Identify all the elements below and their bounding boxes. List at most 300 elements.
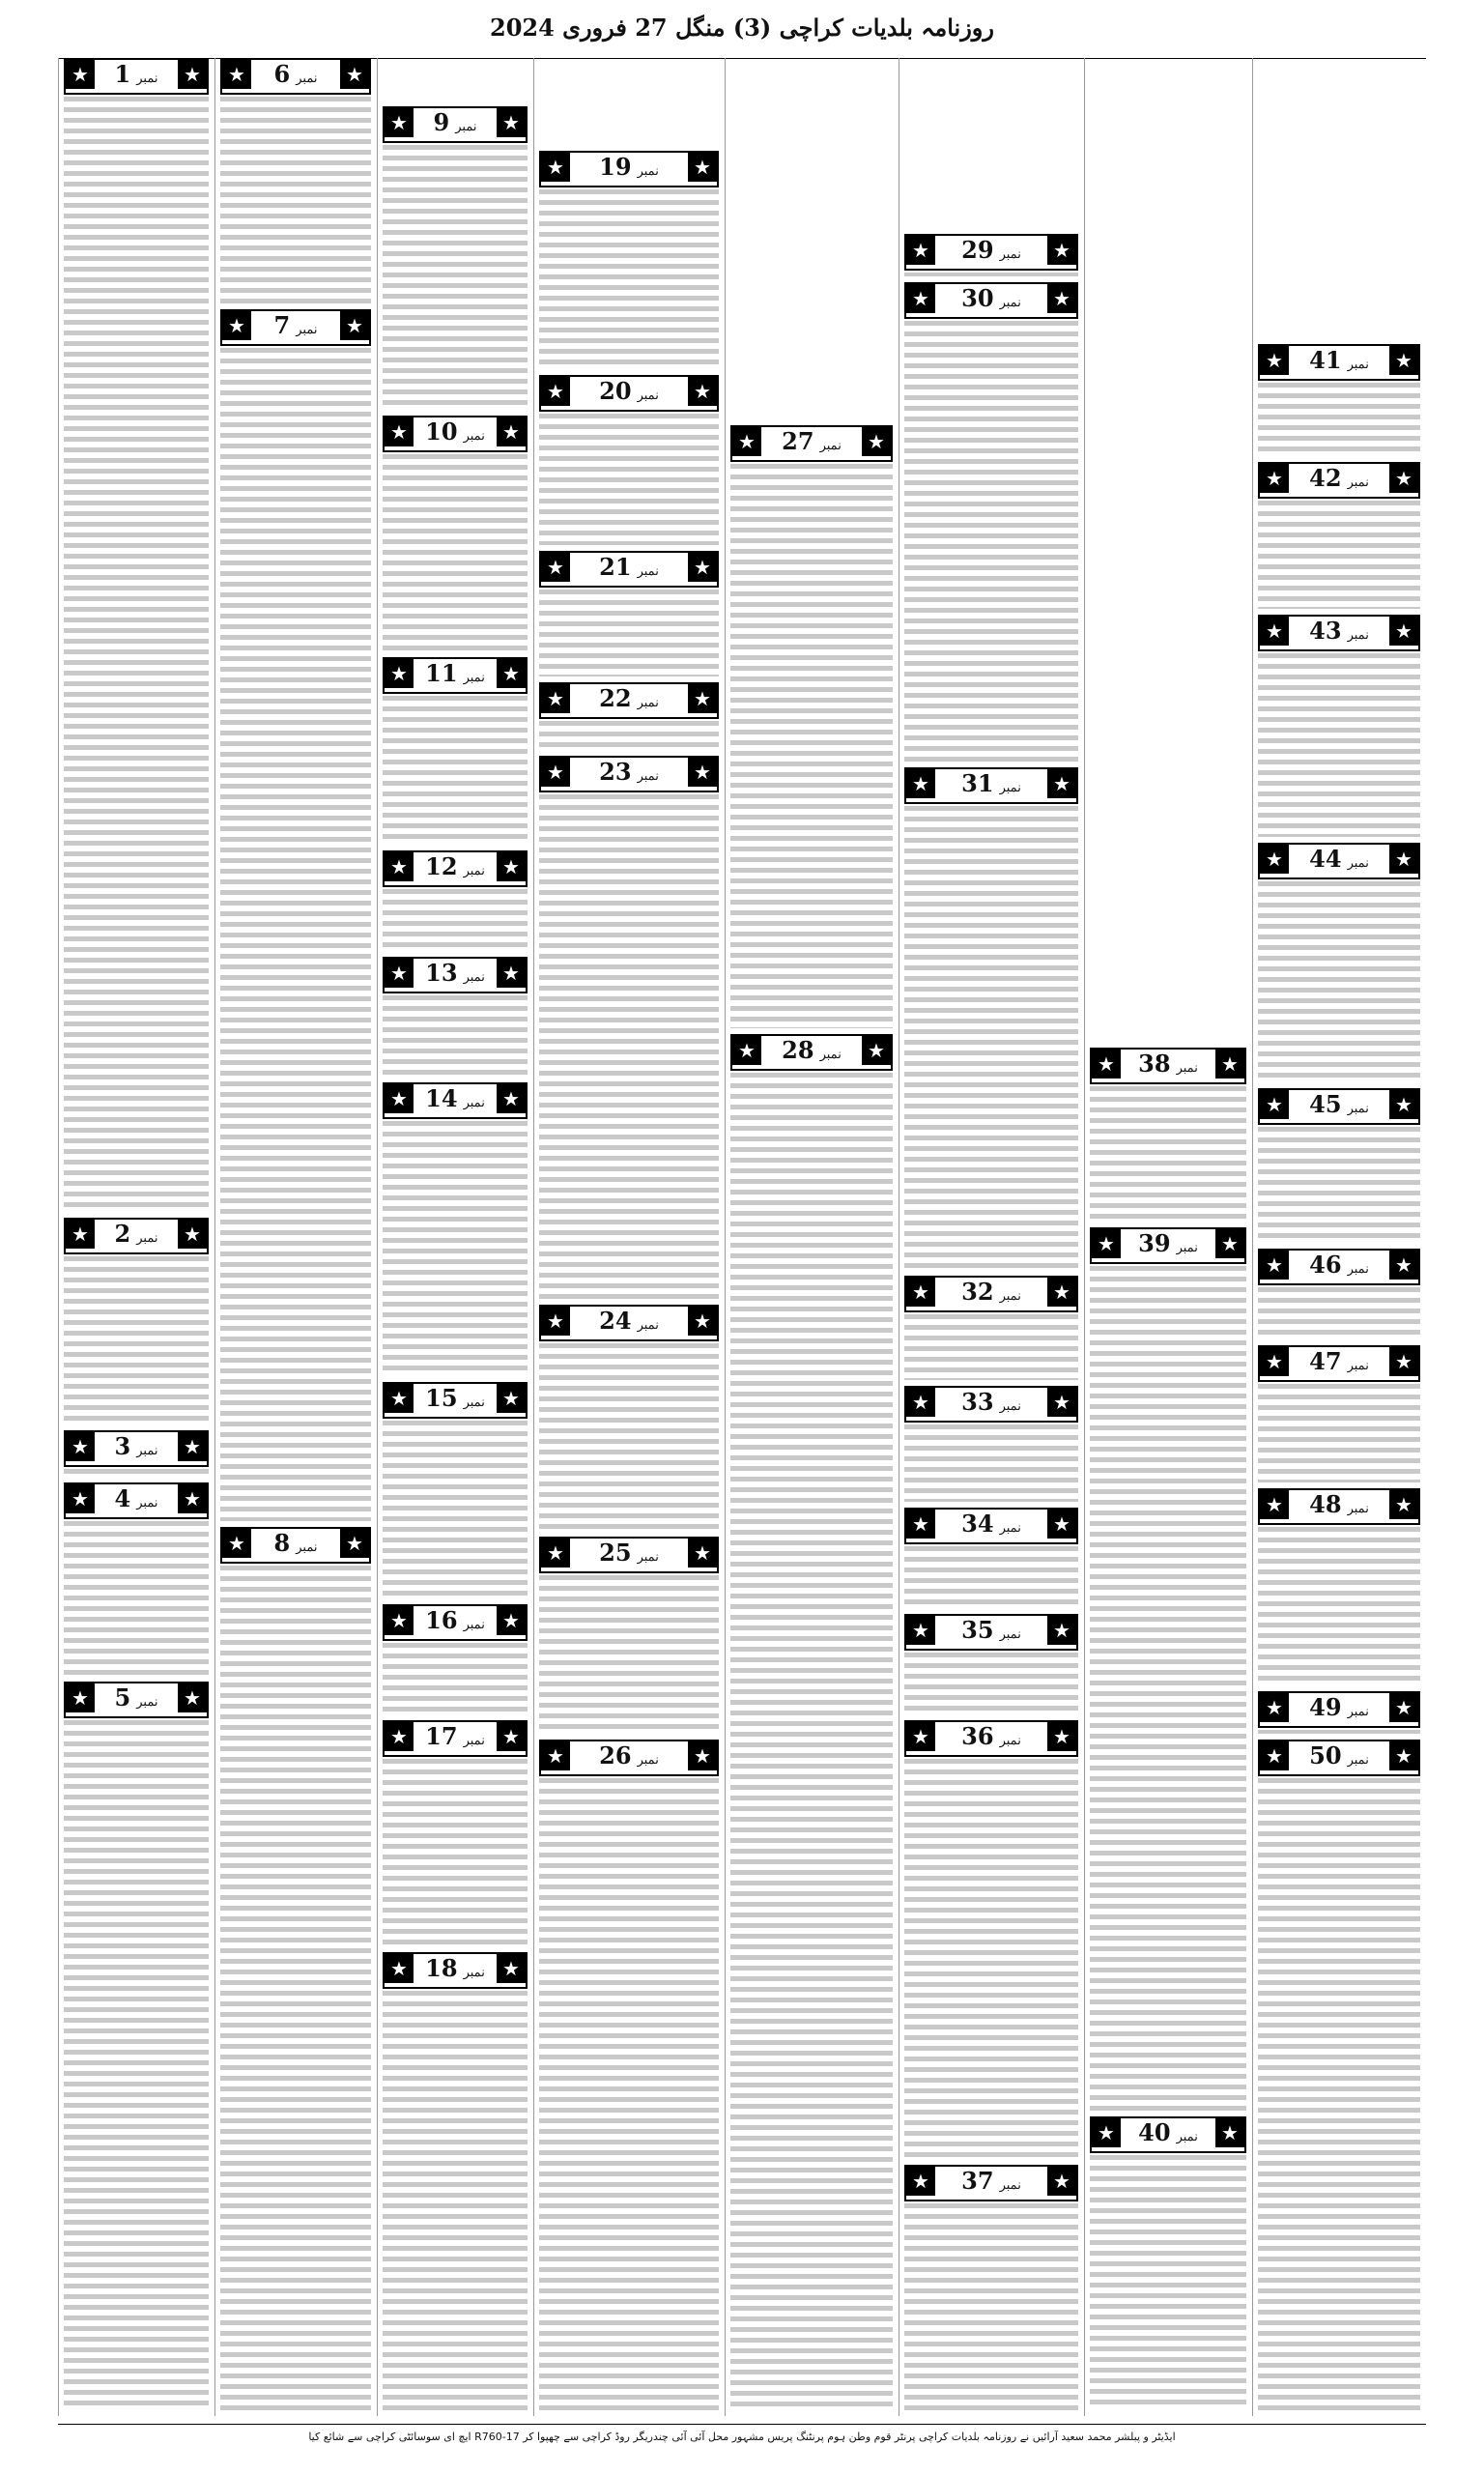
section-label [1123,1229,1213,1258]
news-section [539,551,719,678]
section-heading-box [383,1952,528,1989]
star-icon: ★ [732,427,761,456]
section-heading-box [904,282,1078,319]
article-text-block [1258,1287,1420,1339]
article-text-block [904,1424,1078,1502]
section-label [1291,464,1387,493]
news-section [383,1720,528,1948]
section-heading-box [1258,1345,1420,1382]
news-section [1258,843,1420,1084]
section-number: 37 [961,2167,994,2195]
news-section [539,151,719,371]
article-text-block [1090,1266,1246,2111]
section-heading-box [64,58,209,95]
article-text-block [1258,881,1420,1082]
news-section [1258,1691,1420,1736]
section-word: نمبر [463,864,485,878]
star-icon: ★ [1260,1741,1289,1770]
section-word: نمبر [463,1618,485,1632]
star-icon: ★ [1047,1722,1076,1751]
article-text-block [383,1121,528,1376]
section-word: نمبر [296,323,318,337]
news-section [904,1720,1078,2161]
section-word: نمبر [637,564,659,579]
section-label [415,659,495,688]
article-text-block [64,1720,209,2410]
star-icon: ★ [1047,236,1076,265]
section-word: نمبر [999,1399,1021,1414]
section-heading-box [1090,1048,1246,1084]
masthead [58,14,1426,52]
star-icon: ★ [1260,346,1289,375]
news-section [904,1386,1078,1504]
star-icon: ★ [66,60,95,89]
star-icon: ★ [385,959,414,988]
news-section [64,1682,209,2412]
section-word: نمبر [819,439,842,453]
news-section [904,234,1078,278]
section-word: نمبر [463,671,485,685]
article-text-block [383,454,528,651]
article-text-block [904,321,1078,762]
section-heading-box [383,416,528,452]
article-text-block [539,721,719,750]
section-label [253,1529,338,1558]
article-text-block [220,348,371,1521]
star-icon: ★ [497,659,526,688]
section-label [937,769,1045,798]
section-heading-box [539,1537,719,1573]
star-icon: ★ [862,1036,891,1065]
section-label [937,1278,1045,1307]
section-number: 12 [425,852,458,880]
section-number: 50 [1309,1741,1342,1769]
article-text-block [539,590,719,676]
section-label [415,417,495,446]
star-icon: ★ [1047,284,1076,313]
article-text-block [1258,1527,1420,1685]
section-label [97,1432,176,1461]
star-icon: ★ [906,1278,935,1307]
news-section [904,282,1078,763]
section-heading-box [1090,1227,1246,1264]
section-heading-box [383,957,528,993]
section-word: نمبر [637,388,659,403]
star-icon: ★ [1047,1616,1076,1645]
section-word: نمبر [637,1753,659,1768]
star-icon: ★ [385,852,414,881]
section-word: نمبر [999,1627,1021,1642]
article-text-block [220,97,371,303]
section-number: 43 [1309,617,1342,645]
section-label [253,311,338,340]
section-label [572,553,686,582]
section-heading-box [1258,843,1420,879]
section-heading-box [220,309,371,346]
star-icon: ★ [497,1606,526,1635]
section-label [572,153,686,182]
section-number: 29 [961,236,994,264]
star-icon: ★ [1260,1090,1289,1119]
article-text-block [904,2203,1078,2410]
section-number: 5 [114,1683,131,1712]
section-word: نمبر [296,72,318,86]
section-label [1291,617,1387,646]
star-icon: ★ [385,1722,414,1751]
star-icon: ★ [385,659,414,688]
star-icon: ★ [1215,2118,1244,2147]
news-section [1258,344,1420,458]
star-icon: ★ [906,2167,935,2196]
star-icon: ★ [178,1432,207,1461]
star-icon: ★ [541,553,570,582]
section-word: نمبر [463,970,485,985]
news-column [1252,58,1426,2416]
section-label [415,1606,495,1635]
section-label [572,684,686,713]
section-label [937,236,1045,265]
article-text-block [1258,1127,1420,1243]
section-number: 4 [114,1484,131,1512]
article-text-block [64,1469,209,1477]
section-label [415,1954,495,1983]
news-section [64,58,209,1214]
news-section [1258,615,1420,839]
section-number: 16 [425,1606,458,1634]
section-number: 26 [599,1741,632,1769]
news-section [1258,462,1420,611]
section-heading-box [64,1430,209,1467]
star-icon: ★ [497,852,526,881]
article-text-block [904,1759,1078,2159]
news-section [383,416,528,653]
star-icon: ★ [66,1683,95,1712]
article-text-block [904,1314,1078,1380]
section-word: نمبر [136,1496,158,1510]
star-icon: ★ [1260,1490,1289,1519]
section-label [1291,1490,1387,1519]
section-word: نمبر [1347,1102,1369,1116]
section-word: نمبر [1347,1705,1369,1719]
star-icon: ★ [385,1954,414,1983]
star-icon: ★ [340,1529,369,1558]
news-section [539,1537,719,1736]
section-number: 9 [433,108,450,136]
section-heading-box [383,106,528,143]
star-icon: ★ [385,1606,414,1635]
section-word: نمبر [637,696,659,710]
section-heading-box [1090,2116,1246,2153]
section-heading-box [64,1218,209,1254]
article-text-block [904,273,1078,276]
star-icon: ★ [541,1741,570,1770]
section-word: نمبر [637,1318,659,1333]
article-text-block [904,1546,1078,1608]
news-column [725,58,899,2416]
news-section [1258,1488,1420,1687]
star-icon: ★ [497,1084,526,1113]
news-section [383,106,528,412]
section-label [97,1220,176,1249]
section-number: 2 [114,1220,131,1248]
section-number: 27 [782,427,814,455]
star-icon: ★ [1092,2118,1121,2147]
star-icon: ★ [1389,1251,1418,1280]
section-number: 24 [599,1307,632,1335]
star-icon: ★ [178,1683,207,1712]
star-icon: ★ [1092,1229,1121,1258]
section-word: نمبر [1347,1359,1369,1373]
article-text-block [383,995,528,1077]
news-section [904,1614,1078,1716]
section-word: نمبر [999,2178,1021,2193]
star-icon: ★ [1389,1490,1418,1519]
article-text-block [64,1256,209,1424]
section-word: نمبر [637,1550,659,1565]
star-icon: ★ [497,1722,526,1751]
section-heading-box [220,1527,371,1564]
news-section [904,2165,1078,2412]
star-icon: ★ [541,1307,570,1336]
star-icon: ★ [688,377,717,406]
section-word: نمبر [1347,1262,1369,1277]
article-text-block [539,794,719,1299]
section-label [763,1036,860,1065]
star-icon: ★ [385,108,414,137]
section-heading-box [904,1508,1078,1544]
section-number: 14 [425,1084,458,1112]
news-section [1090,1227,1246,2113]
star-icon: ★ [1260,845,1289,874]
section-word: نمبر [136,72,158,86]
article-text-block [383,1991,528,2410]
section-word: نمبر [999,247,1021,262]
section-number: 30 [961,284,994,312]
section-label [97,1484,176,1513]
section-word: نمبر [1347,1502,1369,1516]
star-icon: ★ [178,1484,207,1513]
section-number: 8 [273,1529,291,1557]
star-icon: ★ [497,1954,526,1983]
star-icon: ★ [1389,1693,1418,1722]
article-text-block [64,1521,209,1676]
news-column [377,58,533,2416]
section-number: 13 [425,959,458,987]
star-icon: ★ [497,417,526,446]
section-number: 32 [961,1278,994,1306]
article-text-block [539,1343,719,1531]
section-heading-box [904,234,1078,271]
star-icon: ★ [1260,464,1289,493]
star-icon: ★ [1215,1050,1244,1079]
news-section [383,1604,528,1716]
star-icon: ★ [1389,346,1418,375]
section-word: نمبر [455,120,477,134]
article-text-block [383,1421,528,1598]
star-icon: ★ [222,311,251,340]
section-heading-box [539,551,719,588]
section-number: 6 [273,60,291,88]
section-heading-box [383,657,528,694]
section-word: نمبر [999,1289,1021,1304]
news-section [220,1527,371,2412]
news-section [383,657,528,847]
section-heading-box [539,375,719,412]
star-icon: ★ [178,1220,207,1249]
star-icon: ★ [222,60,251,89]
star-icon: ★ [906,236,935,265]
section-number: 17 [425,1722,458,1750]
star-icon: ★ [1389,845,1418,874]
article-text-block [539,189,719,369]
section-number: 7 [273,311,291,339]
star-icon: ★ [688,684,717,713]
star-icon: ★ [385,1084,414,1113]
article-text-block [539,1575,719,1734]
section-heading-box [1258,1691,1420,1728]
section-number: 11 [425,659,458,687]
star-icon: ★ [178,60,207,89]
section-label [1291,845,1387,874]
section-word: نمبر [1176,1061,1198,1076]
section-label [572,1539,686,1568]
star-icon: ★ [541,377,570,406]
section-heading-box [904,1720,1078,1757]
star-icon: ★ [1047,1388,1076,1417]
section-word: نمبر [637,164,659,179]
star-icon: ★ [66,1432,95,1461]
section-number: 34 [961,1510,994,1538]
news-section [1258,1740,1420,2412]
article-text-block [1258,501,1420,609]
section-heading-box [1258,462,1420,499]
article-text-block [220,1566,371,2410]
star-icon: ★ [1389,617,1418,646]
section-word: نمبر [1347,1753,1369,1768]
section-heading-box [904,1276,1078,1312]
article-text-block [730,1073,893,2410]
section-label [1123,2118,1213,2147]
section-heading-box [539,1740,719,1776]
star-icon: ★ [862,427,891,456]
section-word: نمبر [463,1096,485,1110]
section-number: 23 [599,758,632,786]
news-section [904,767,1078,1272]
section-label [937,1510,1045,1539]
section-number: 42 [1309,464,1342,492]
section-word: نمبر [136,1695,158,1710]
star-icon: ★ [732,1036,761,1065]
news-section [1258,1088,1420,1245]
news-section [539,682,719,752]
section-word: نمبر [999,1734,1021,1748]
article-text-block [383,696,528,845]
news-section [383,1382,528,1600]
star-icon: ★ [497,108,526,137]
star-icon: ★ [906,1388,935,1417]
section-heading-box [383,1082,528,1119]
section-number: 36 [961,1722,994,1750]
news-column [1084,58,1252,2416]
star-icon: ★ [1047,769,1076,798]
section-number: 28 [782,1036,814,1064]
star-icon: ★ [688,758,717,787]
star-icon: ★ [1389,1090,1418,1119]
section-heading-box [64,1482,209,1519]
section-number: 19 [599,153,632,181]
star-icon: ★ [1389,1741,1418,1770]
section-label [1291,1693,1387,1722]
star-icon: ★ [497,959,526,988]
article-text-block [1090,2155,1246,2410]
section-number: 22 [599,684,632,712]
section-label [1291,1251,1387,1280]
section-number: 46 [1309,1251,1342,1279]
news-section [539,1305,719,1533]
news-column [214,58,377,2416]
section-heading-box [904,1386,1078,1423]
star-icon: ★ [906,1510,935,1539]
section-number: 25 [599,1539,632,1567]
footer-imprint: ایڈیٹر و پبلشر محمد سعید آرائیں نے روزنامہ بلدیات کراچی پرنٹر قوم وطن ہوم پرنٹنگ پریس مشہور محل آئی آئی چندریگر روڈ کراچی سے چھپوا کر R760-17 ایچ ای سوسائٹی کراچی سے شائع کیا [58,2424,1426,2443]
section-label [415,959,495,988]
section-heading-box [730,1034,893,1071]
news-section [539,375,719,547]
section-label [572,377,686,406]
star-icon: ★ [66,1220,95,1249]
section-heading-box [539,1305,719,1341]
star-icon: ★ [66,1484,95,1513]
section-label [415,852,495,881]
section-word: نمبر [463,429,485,444]
star-icon: ★ [222,1529,251,1558]
section-number: 47 [1309,1347,1342,1375]
section-heading-box [904,767,1078,804]
section-word: نمبر [1176,1241,1198,1255]
section-word: نمبر [819,1048,842,1062]
article-text-block [383,145,528,410]
section-word: نمبر [1347,628,1369,643]
star-icon: ★ [688,153,717,182]
star-icon: ★ [340,311,369,340]
section-number: 40 [1138,2118,1171,2146]
section-word: نمبر [1176,2130,1198,2144]
star-icon: ★ [340,60,369,89]
section-heading-box [1258,1249,1420,1285]
news-section [64,1430,209,1479]
news-section [383,1952,528,2412]
section-label [937,1722,1045,1751]
news-column [533,58,725,2416]
section-label [97,60,176,89]
article-text-block [539,1778,719,2410]
section-heading-box [539,682,719,719]
star-icon: ★ [541,153,570,182]
section-label [1291,1347,1387,1376]
section-number: 18 [425,1954,458,1982]
section-label [415,1384,495,1413]
article-text-block [383,889,528,951]
section-heading-box [1258,1740,1420,1776]
section-label [415,1084,495,1113]
star-icon: ★ [385,1384,414,1413]
news-section [383,957,528,1079]
star-icon: ★ [1389,1347,1418,1376]
section-number: 21 [599,553,632,581]
section-label [97,1683,176,1712]
section-label [253,60,338,89]
section-number: 35 [961,1616,994,1644]
